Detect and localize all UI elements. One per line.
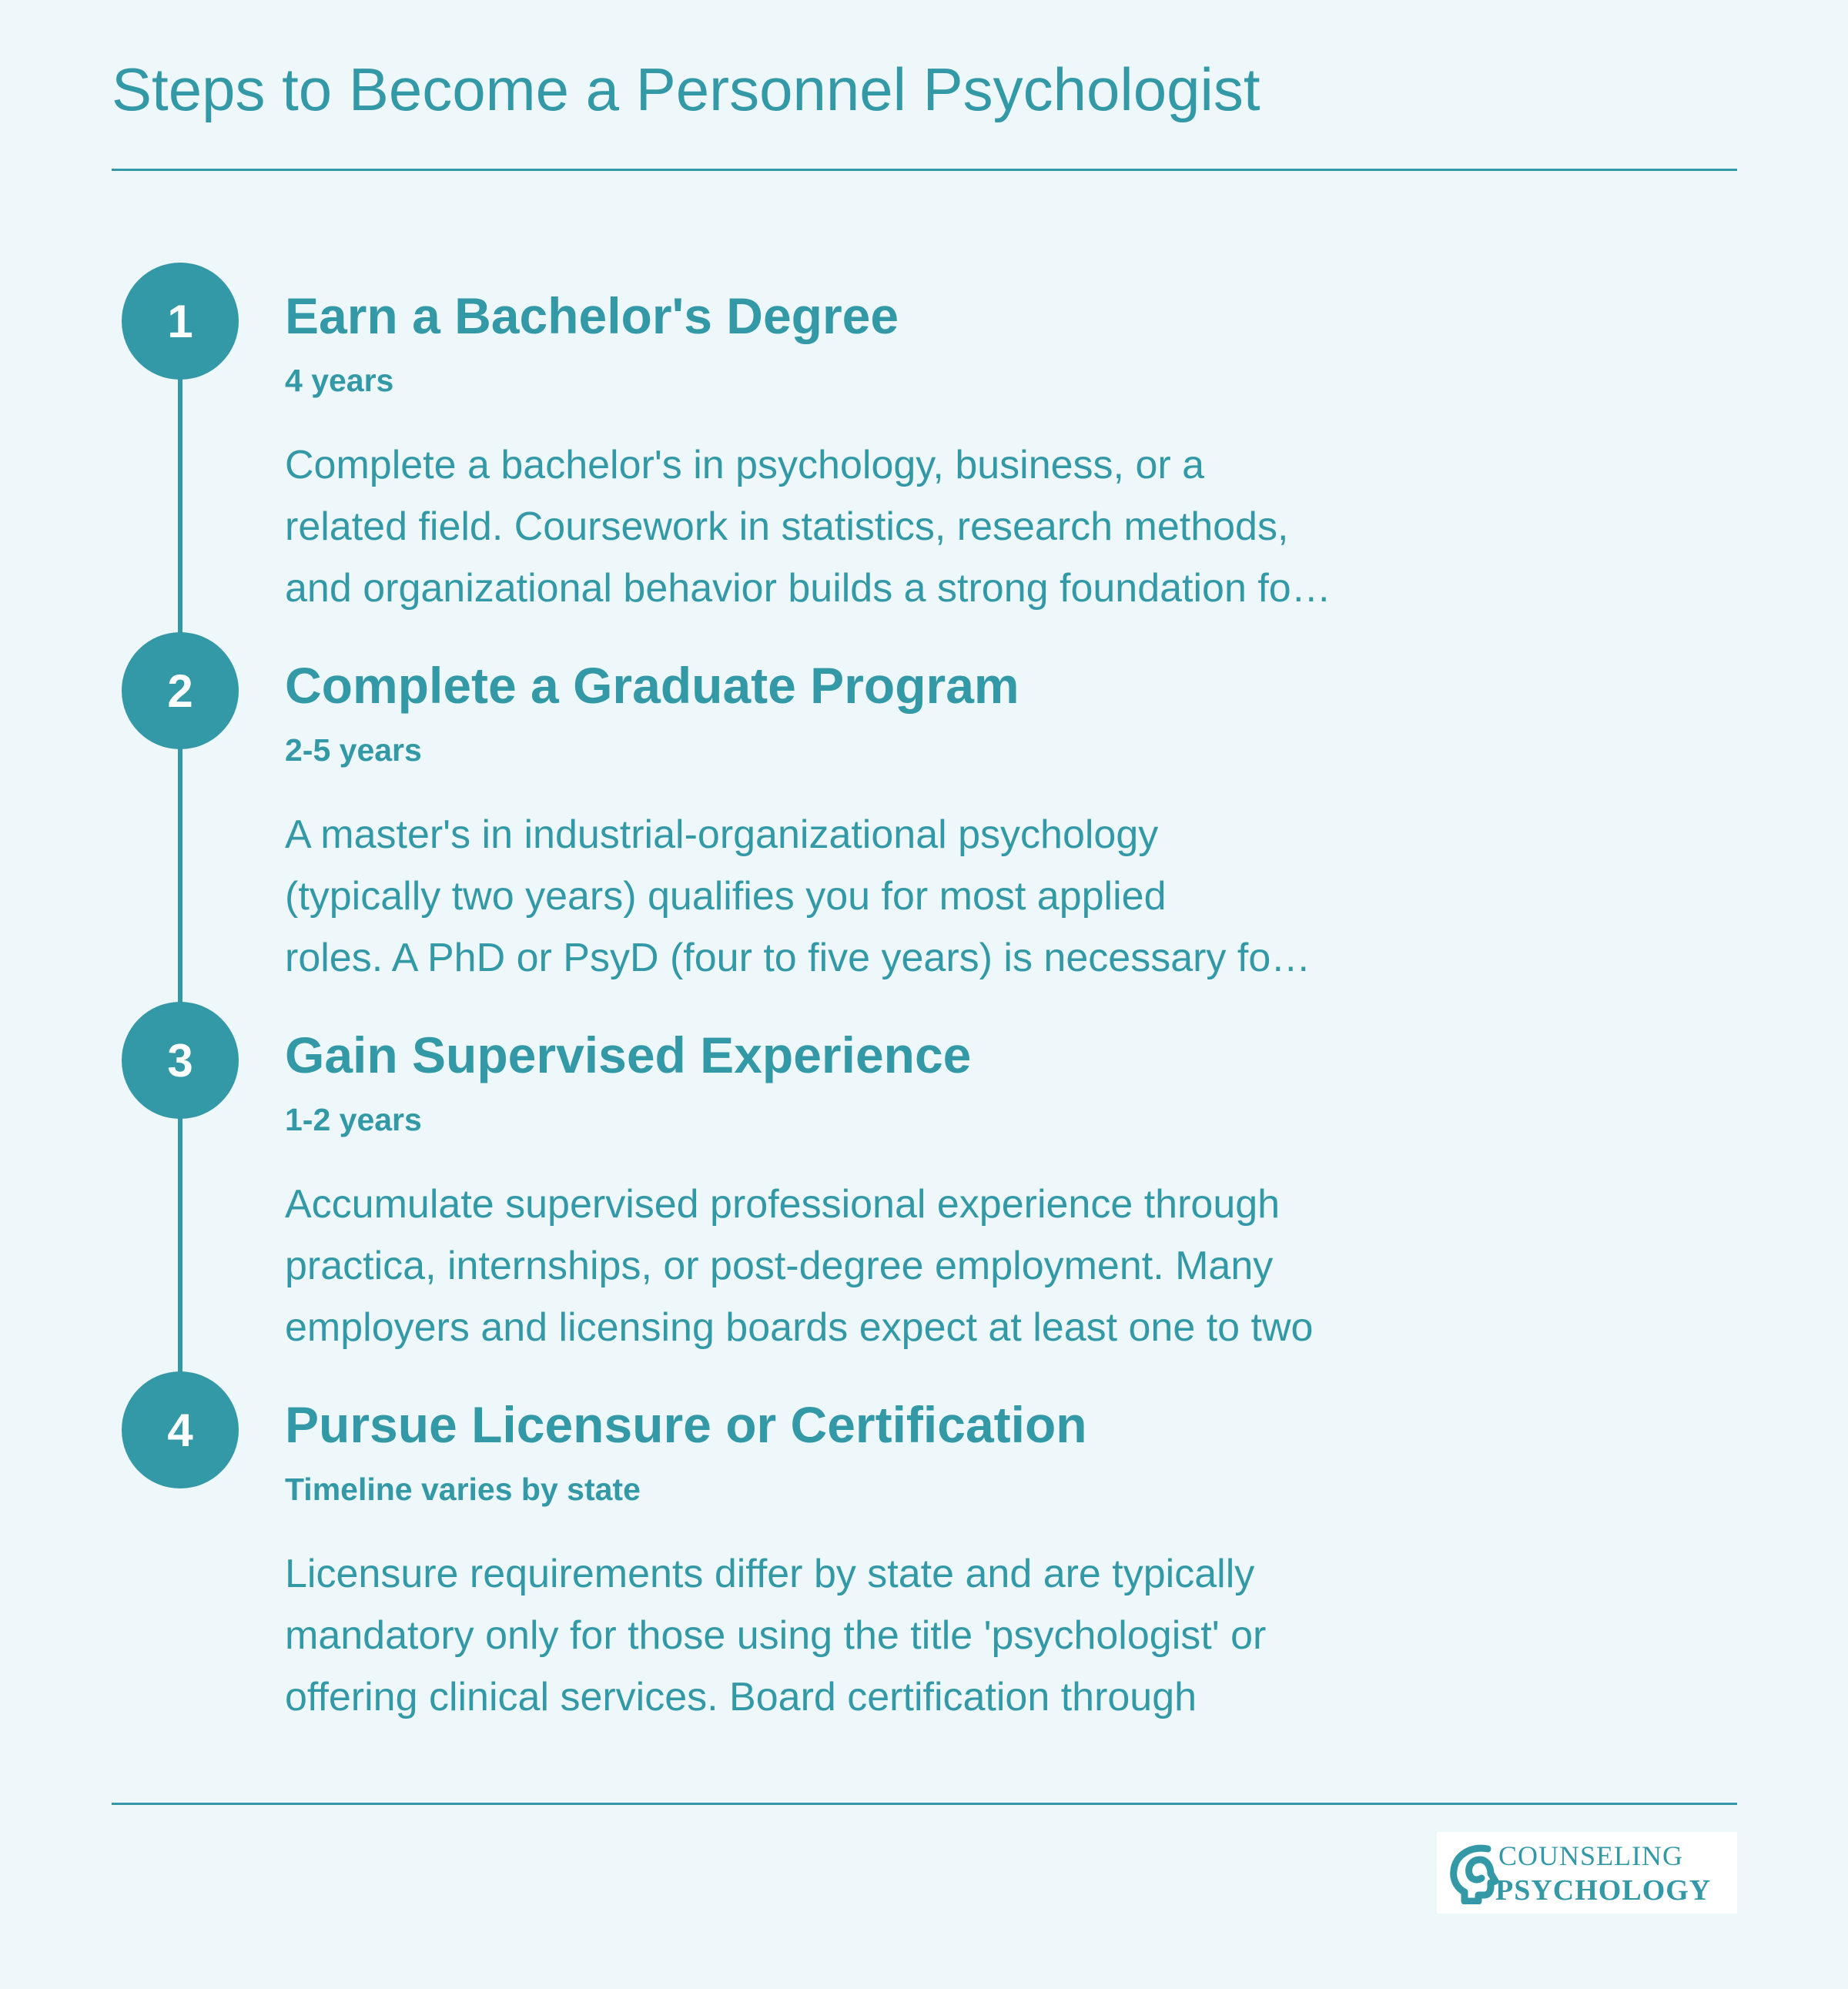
description-line: related field. Coursework in statistics, research methods, [285,504,1289,549]
step-number-badge: 2 [122,632,239,749]
description-line: Accumulate supervised professional experience through [285,1182,1281,1227]
description-line: and organizational behavior builds a strong foundation fo… [285,566,1331,611]
page-title: Steps to Become a Personnel Psychologist [112,55,1260,123]
step-number-badge: 4 [122,1371,239,1488]
step-number-badge: 3 [122,1002,239,1119]
description-line: practica, internships, or post-degree employment. Many [285,1244,1274,1288]
logo-text-psychology: PSYCHOLOGY [1495,1874,1712,1907]
description-line: employers and licensing boards expect at least one to two [285,1305,1314,1350]
timeline-connector [178,323,182,1448]
description-line: A master's in industrial-organizational psychology [285,812,1159,857]
step-description [285,434,1432,619]
step-title: Earn a Bachelor's Degree [285,287,899,344]
step-title: Gain Supervised Experience [285,1026,972,1083]
step-number-badge: 1 [122,263,239,380]
brand-logo [1437,1832,1737,1914]
step-title: Pursue Licensure or Certification [285,1396,1087,1453]
description-line: mandatory only for those using the title 'psychologist' or [285,1613,1267,1658]
step-duration: 4 years [285,363,394,398]
description-line: (typically two years) qualifies you for most applied [285,874,1167,919]
step-description [285,1174,1432,1358]
description-line: Licensure requirements differ by state and are typically [285,1552,1255,1596]
footer-divider [112,1803,1737,1805]
description-line: Complete a bachelor's in psychology, business, or a [285,443,1205,487]
step-description [285,804,1432,989]
description-line: roles. A PhD or PsyD (four to five years) is necessary fo… [285,936,1311,980]
step-duration: 2-5 years [285,732,422,768]
head-profile-icon [1448,1843,1502,1904]
title-divider [112,169,1737,171]
logo-text-counseling: COUNSELING [1498,1840,1683,1871]
step-title: Complete a Graduate Program [285,657,1019,714]
step-description [285,1543,1432,1728]
step-duration: 1-2 years [285,1102,422,1137]
step-duration: Timeline varies by state [285,1472,641,1507]
description-line: offering clinical services. Board certification through [285,1675,1197,1719]
